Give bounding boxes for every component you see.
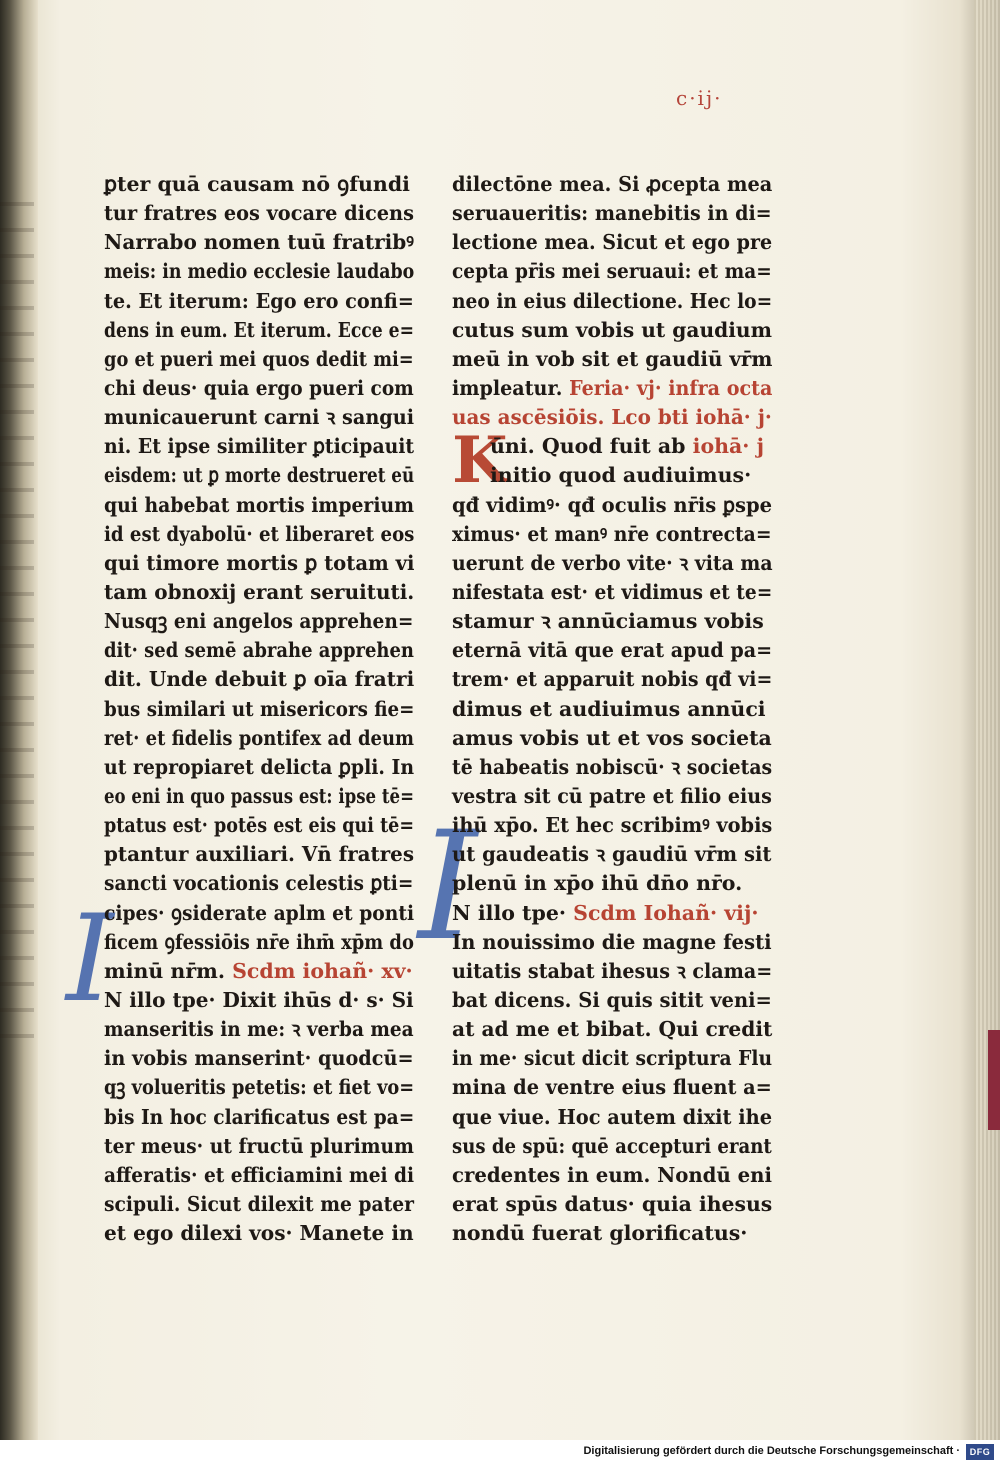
funding-credit: Digitalisierung gefördert durch die Deutsche Forschungsgemeinschaft · [583,1445,960,1457]
text-segment: municauerunt carni ꝛ sangui [104,405,415,430]
text-segment: uitatis stabat ihesus ꝛ clama= [452,958,773,983]
text-line [452,257,772,286]
text-line [104,840,415,869]
text-line [104,665,415,694]
text-line [452,1190,773,1219]
text-segment: ūni. Quod fuit ab [490,434,693,459]
text-line [104,636,414,665]
text-segment: bus similari ut misericors fie= [104,696,415,721]
text-segment: manseritis in me: ꝛ verba mea [104,1017,414,1042]
text-segment: qui timore mortis ꝑ totam vi [104,550,415,575]
text-line [104,578,415,607]
text-segment: plenū in xp̄o ihū dn̄o nr̄o. [452,871,743,896]
text-segment: ptatus est· potēs est eis qui tē= [104,813,415,838]
text-segment: mina de ventre eius fluent a= [452,1075,772,1100]
text-line [104,1132,414,1161]
footer-bar [0,1440,1000,1466]
text-line [104,869,414,898]
text-segment: cipes· ꝯsiderate aplm et ponti [104,900,415,925]
text-line [452,374,773,403]
text-segment: trem· et apparuit nobis qđ vi= [452,667,773,692]
text-line [452,724,770,753]
text-line [452,403,772,432]
text-line [452,1132,772,1161]
text-segment: minū nr̄m. [104,958,233,983]
text-segment: amus vobis ut et vos societa [452,725,772,750]
text-line [104,374,414,403]
text-segment: et ego dilexi vos· Manete in [104,1221,414,1246]
rubric: uas ascēsiōis. Lco bti iohā· j· [452,405,772,430]
text-line [104,1103,415,1132]
text-segment: id est dyabolū· et liberaret eos [104,521,415,546]
text-line [104,403,415,432]
text-line [452,899,772,928]
blue-initial-right: I [418,800,478,974]
text-line [452,695,772,724]
rubric: Feria· vj· infra octa [569,375,773,400]
text-line [452,782,772,811]
text-line [104,1015,414,1044]
text-segment: ret· et fidelis pontifex ad deum [104,725,415,750]
text-line [104,316,414,345]
text-segment: sus de spū: quē accepturi erant [452,1133,772,1158]
text-segment: stamur ꝛ annūciamus vobis [452,609,764,634]
text-segment: cutus sum vobis ut gaudium [452,317,772,342]
text-segment: uerunt de verbo vite· ꝛ vita ma [452,550,773,575]
text-segment: go et pueri mei quos dedit mi= [104,346,414,371]
text-segment: initio quod audiuimus· [490,463,752,488]
text-segment: In nouissimo die magne festi [452,929,772,954]
text-line [104,753,415,782]
text-line [452,1219,772,1248]
text-line [452,869,772,898]
text-line [452,578,773,607]
text-segment: ptantur auxiliari. Vn̄ fratres [104,842,415,867]
text-line [452,753,773,782]
text-line [452,665,773,694]
text-segment: ut gaudeatis ꝛ gaudiū vr̄m sit [452,842,772,867]
text-line [452,840,772,869]
text-segment: seruaueritis: manebitis in di= [452,201,772,226]
text-segment: nondū fuerat glorificatus· [452,1221,748,1246]
text-line [452,1044,773,1073]
text-segment: erat spūs datus· quia ihesus [452,1191,773,1216]
text-line [452,228,773,257]
text-line [104,957,414,986]
text-line [452,607,772,636]
text-segment: eisdem: ut ꝑ morte destrueret eū [104,463,415,488]
page-edges [974,0,1000,1440]
text-segment: sancti vocationis celestis ꝑti= [104,871,414,896]
text-segment: dit. Unde debuit ꝑ oīa fratri [104,667,415,692]
text-segment: ihū xp̄o. Et hec scribimꝰ vobis [452,813,773,838]
text-segment: ni. Et ipse similiter ꝑticipauit [104,434,415,459]
text-segment: dimus et audiuimus annūci [452,696,766,721]
text-line [452,1161,772,1190]
text-line [452,316,772,345]
text-segment: in me· sicut dicit scriptura Flu [452,1046,773,1071]
text-line [452,199,772,228]
text-line [104,1161,415,1190]
text-segment: vestra sit cū patre et filio eius [452,783,772,808]
text-segment: te. Et iterum: Ego ero confi= [104,288,414,313]
text-line [104,520,415,549]
text-line [452,170,773,199]
text-segment: N illo tpe· [452,900,574,925]
text-segment: chi deus· quia ergo pueri com [104,375,414,400]
text-segment: tur fratres eos vocare dicens [104,201,414,226]
text-segment: qđ vidimꝰ· qđ oculis nr̄is ꝑspe [452,492,773,517]
text-line [452,928,772,957]
text-line [452,1015,773,1044]
text-column-right [452,170,772,1248]
text-segment: qꝫ volueritis petetis: et fiet vo= [104,1075,415,1100]
text-line [104,287,414,316]
text-segment: Narrabo nomen tuū fratribꝰ [104,230,414,255]
text-column-left [104,170,414,1248]
text-line [452,345,773,374]
red-bookmark-tab [988,1030,1000,1130]
text-segment: ter meus· ut fructū plurimum [104,1133,414,1158]
text-segment: ficem ꝯfessiōis nr̄e ihm̄ xp̄m do [104,929,414,954]
text-segment: bat dicens. Si quis sitit veni= [452,987,772,1012]
text-line [104,607,414,636]
text-line [104,257,415,286]
text-segment: ꝑter quā causam nō ꝯfundi [104,172,410,196]
text-segment: qui habebat mortis imperium [104,492,415,517]
text-segment: scipuli. Sicut dilexit me pater [104,1191,414,1216]
text-line [104,491,415,520]
facing-page-edge [0,180,34,1040]
text-line [104,461,415,490]
text-segment: at ad me et bibat. Qui credit [452,1017,773,1042]
text-line [104,986,414,1015]
folio-number: c·ij· [676,86,723,110]
text-line [104,549,415,578]
text-line [104,1219,414,1248]
text-line [104,928,414,957]
rubric: Scdm iohañ· xv· [232,958,413,983]
text-line [452,957,773,986]
text-line [104,724,415,753]
text-line [104,1190,414,1219]
text-segment: tē habeatis nobiscū· ꝛ societas [452,754,773,779]
text-segment: eo eni in quo passus est: ipse tē= [104,783,414,808]
rubric: Scdm Iohañ· vij· [573,900,759,925]
text-segment: eternā vitā que erat apud pa= [452,638,773,663]
text-line [104,782,414,811]
text-line [452,636,773,665]
text-segment: lectione mea. Sicut et ego pre [452,230,773,255]
text-segment: impleatur. [452,375,570,400]
text-segment: N illo tpe· Dixit ihūs d· s· Si [104,987,414,1012]
text-line [452,287,773,316]
dfg-logo: DFG [966,1444,994,1460]
text-line [104,170,414,199]
text-segment: que viue. Hoc autem dixit ihe [452,1104,773,1129]
text-line [104,432,415,461]
text-segment: meū in vob sit et gaudiū vr̄m [452,346,773,371]
text-line [452,1103,773,1132]
text-line [452,461,772,490]
text-segment: neo in eius dilectione. Hec lo= [452,288,773,313]
text-line [104,1073,415,1102]
text-line [452,986,772,1015]
text-segment: dit· sed semē abrahe apprehen [104,638,414,663]
text-line [104,695,415,724]
text-line [104,228,414,257]
text-segment: ut repropiaret delicta ꝑpli. In [104,754,415,779]
text-segment: dilectōne mea. Si ꝓcepta mea [452,172,773,196]
text-segment: cepta pr̄is mei seruaui: et ma= [452,259,772,284]
text-segment: nifestata est· et vidimus et te= [452,579,773,604]
text-line [452,549,773,578]
text-line [452,491,773,520]
text-line [104,345,414,374]
text-segment: dens in eum. Et iterum. Ecce e= [104,317,414,342]
text-line [104,1044,414,1073]
blue-initial-left: I [66,890,114,1029]
rubric: iohā· j [692,434,764,459]
text-line [452,520,772,549]
text-segment: ximus· et manꝰ nr̄e contrecta= [452,521,772,546]
text-segment: in vobis manserint· quodcū= [104,1046,414,1071]
text-line [104,199,414,228]
text-line [452,1073,772,1102]
text-segment: tam obnoxij erant seruituti. [104,579,415,604]
text-line [104,899,415,928]
red-initial: K [452,423,508,499]
text-line [104,811,415,840]
text-segment: credentes in eum. Nondū eni [452,1162,772,1187]
text-segment: meis: in medio ecclesie laudabo [104,259,415,284]
text-segment: Nusqꝫ eni angelos apprehen= [104,609,414,634]
text-segment: bis In hoc clarificatus est pa= [104,1104,415,1129]
text-segment: afferatis· et efficiamini mei di [104,1162,415,1187]
text-line [452,811,773,840]
